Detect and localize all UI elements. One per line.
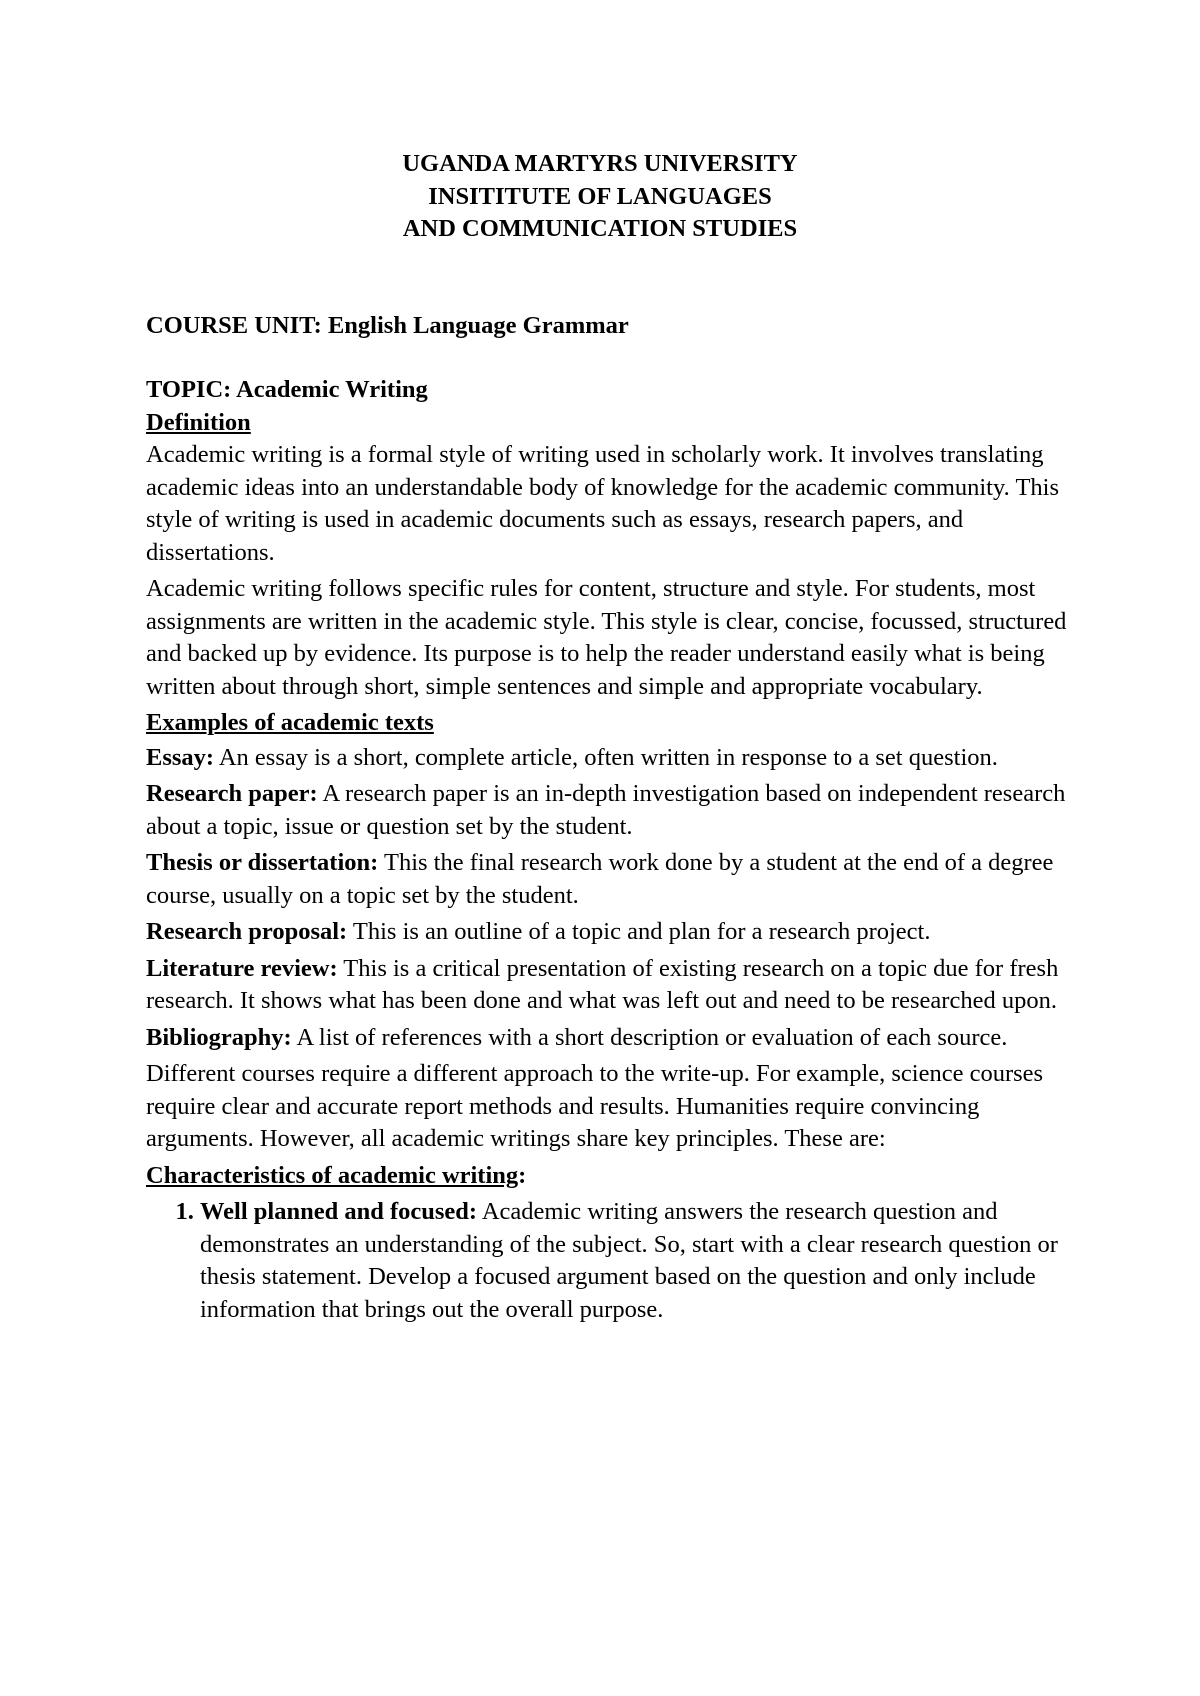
course-unit: COURSE UNIT: English Language Grammar [146, 311, 629, 339]
example-research-proposal [146, 916, 1080, 949]
characteristics-heading-line [146, 1160, 1080, 1193]
characteristic-text: Academic writing answers the research question and demonstrates an understanding of the subject. So, start with a clear research question or thesis statement. Develop a focused argument based on the question and only include information that brings out the overall purpose. [200, 1198, 1058, 1323]
institute-name-continued: AND COMMUNICATION STUDIES [402, 215, 798, 242]
example-text: This is an outline of a topic and plan for a research project. [347, 918, 931, 945]
example-term: Bibliography: [146, 1023, 292, 1051]
document-header [120, 148, 1080, 246]
example-text: A research paper is an in-depth investigation based on independent research about a topic, issue or question set by the student. [146, 780, 1066, 840]
example-term: Essay: [146, 743, 215, 771]
example-term: Research proposal: [146, 918, 348, 945]
example-term: Research paper: [146, 780, 318, 807]
definition-paragraph-1: Academic writing is a formal style of writing used in scholarly work. It involves translating academic ideas into an understandable body of knowledge for the academic community. This style of writing is used in academic documents such as essays, research papers, and dissertations. [146, 441, 1060, 566]
example-research-paper [146, 778, 1080, 843]
definition-paragraph-2: Academic writing follows specific rules for content, structure and style. For students, most assignments are written in the academic style. This style is clear, concise, focussed, structured and backed up by evidence. Its purpose is to help the reader understand easily what is being written about through short, simple sentences and simple and appropriate vocabulary. [146, 575, 1067, 700]
institute-name: INSITITUTE OF LANGUAGES [428, 182, 772, 210]
example-text: This the final research work done by a student at the end of a degree course, usually on a topic set by the student. [146, 849, 1054, 909]
example-text: An essay is a short, complete article, often written in response to a set question. [214, 743, 998, 771]
example-term: Thesis or dissertation: [146, 849, 379, 876]
characteristics-list [146, 1196, 1080, 1326]
characteristic-item [200, 1196, 1080, 1326]
topic-title: TOPIC: Academic Writing [146, 376, 428, 403]
characteristic-term: Well planned and focused: [200, 1198, 478, 1225]
characteristics-heading: Characteristics of academic writing [146, 1161, 519, 1189]
example-bibliography [146, 1022, 1080, 1055]
characteristics-heading-colon: : [518, 1161, 527, 1189]
example-text: A list of references with a short description or evaluation of each source. [291, 1023, 1008, 1051]
definition-heading: Definition [146, 408, 251, 436]
example-literature-review [146, 953, 1080, 1018]
example-text: This is a critical presentation of existing research on a topic due for fresh research. It shows what has been done and what was left out and need to be researched upon. [146, 954, 1059, 1014]
example-term: Literature review: [146, 954, 338, 982]
example-essay [146, 742, 1080, 775]
example-thesis [146, 847, 1080, 912]
university-name: UGANDA MARTYRS UNIVERSITY [402, 150, 798, 177]
examples-closing-paragraph: Different courses require a different approach to the write-up. For example, science courses require clear and accurate report methods and results. Humanities require convincing arguments. However, all academic writings share key principles. These are: [146, 1060, 1044, 1152]
examples-heading: Examples of academic texts [146, 709, 434, 736]
